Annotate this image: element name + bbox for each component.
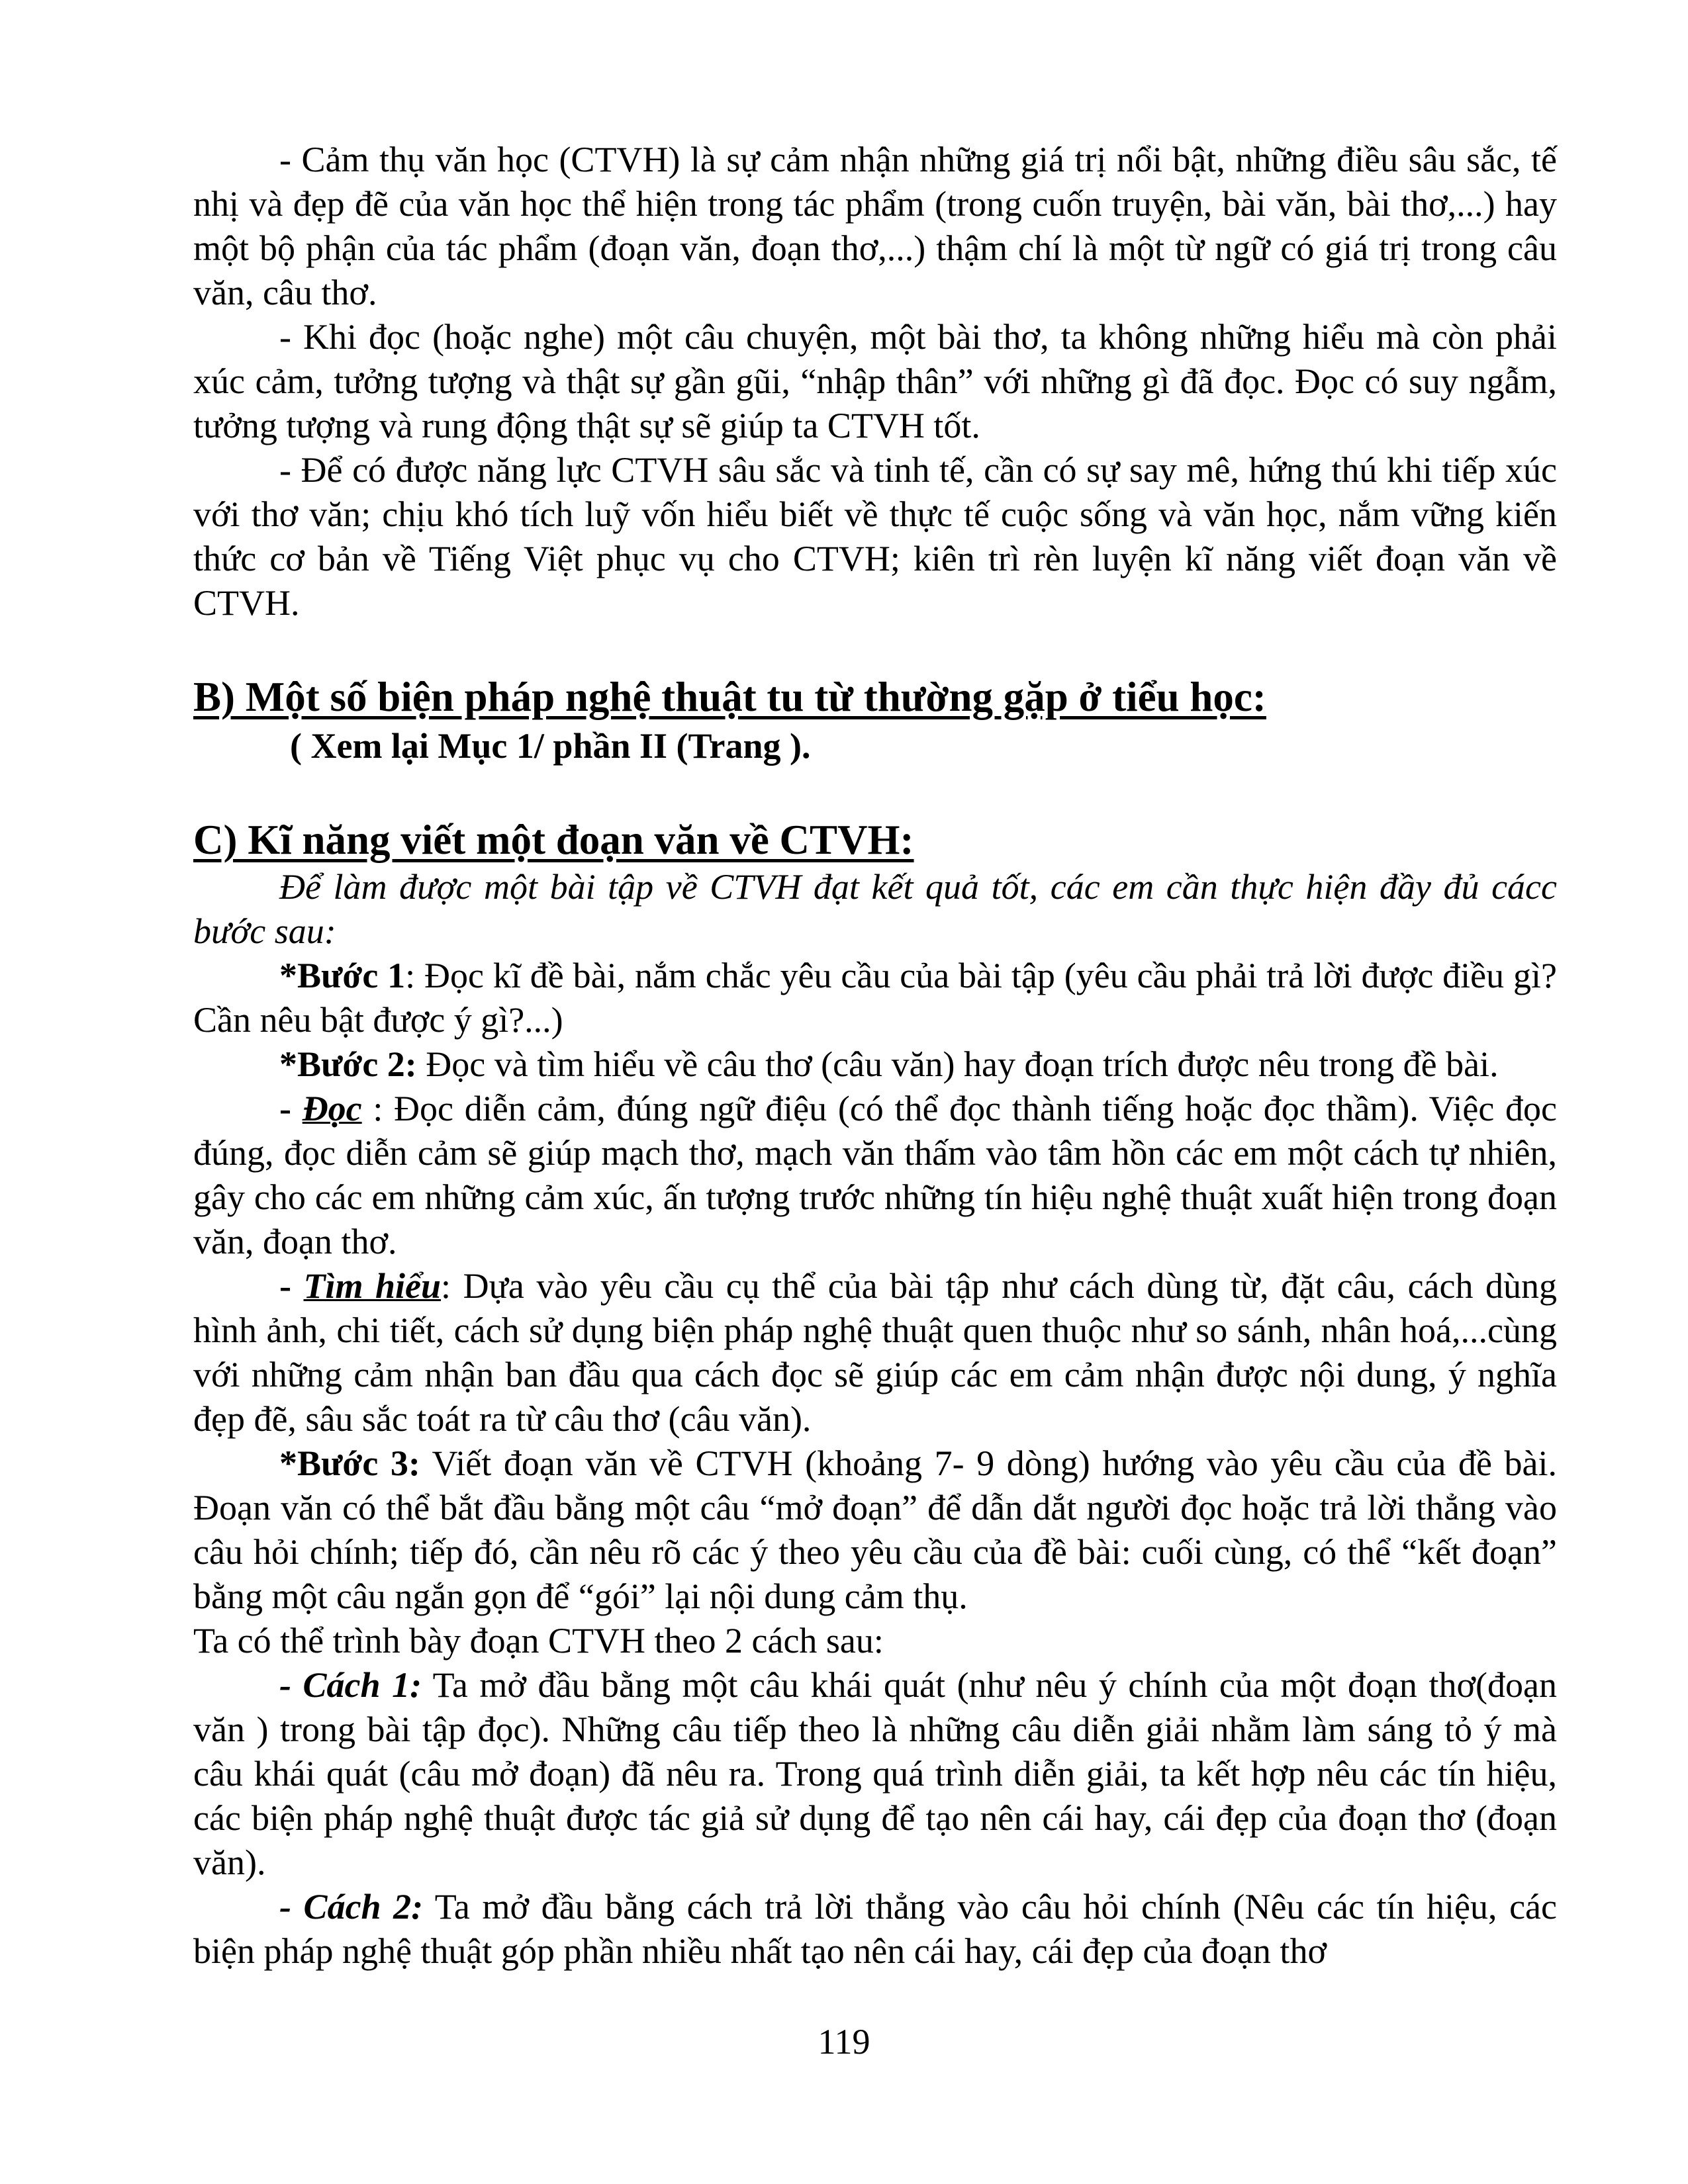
intro-paragraph-2: - Khi đọc (hoặc nghe) một câu chuyện, một bài thơ, ta không những hiểu mà còn phải xúc cảm, tưởng tượng và thật sự gần gũi, “nhập thân” với những gì đã đọc. Đọc có suy ngẫm, tưởng tượng và rung động thật sự sẽ giúp ta CTVH tốt. [193,317,1557,445]
page-body [193,138,1557,1974]
timhieu-text: : Dựa vào yêu cầu cụ thể của bài tập như cách dùng từ, đặt câu, cách dùng hình ảnh, chi tiết, cách sử dụng biện pháp nghệ thuật quen thuộc như so sánh, nhân hoá,...cùng với những cảm nhận ban đầu qua cách đọc sẽ giúp các em cảm nhận được nội dung, ý nghĩa đẹp đẽ, sâu sắc toát ra từ câu thơ (câu văn). [193,1266,1557,1439]
timhieu-prefix: - [279,1266,304,1306]
step-3-paragraph [193,1441,1557,1619]
step-1-text: : Đọc kĩ đề bài, nắm chắc yêu cầu của bài tập (yêu cầu phải trả lời được điều gì? Cần nêu bật được ý gì?...) [193,956,1557,1040]
section-b-note: ( Xem lại Mục 1/ phần II (Trang ). [290,726,811,766]
doc-text: : Đọc diễn cảm, đúng ngữ điệu (có thể đọc thành tiếng hoặc đọc thầm). Việc đọc đúng, đọc diễn cảm sẽ giúp mạch thơ, mạch văn thấm vào tâm hồn các em một cách tự nhiên, gây cho các em những cảm xúc, ấn tượng trước những tín hiệu nghệ thuật xuất hiện trong đoạn văn, đoạn thơ. [193,1089,1557,1261]
intro-paragraph-1: - Cảm thụ văn học (CTVH) là sự cảm nhận những giá trị nổi bật, những điều sâu sắc, tế nhị và đẹp đẽ của văn học thể hiện trong tác phẩm (trong cuốn truyện, bài văn, bài thơ,...) hay một bộ phận của tác phẩm (đoạn văn, đoạn thơ,...) thậm chí là một từ ngữ có giá trị trong câu văn, câu thơ. [193,140,1557,312]
intro-paragraph-3: - Để có được năng lực CTVH sâu sắc và tinh tế, cần có sự say mê, hứng thú khi tiếp xúc với thơ văn; chịu khó tích luỹ vốn hiểu biết về thực tế cuộc sống và văn học, nắm vững kiến thức cơ bản về Tiếng Việt phục vụ cho CTVH; kiên trì rèn luyện kĩ năng viết đoạn văn về CTVH. [193,450,1557,623]
step-3-label: *Bước 3: [279,1443,420,1483]
doc-prefix: - [279,1089,303,1128]
step-2-text: Đọc và tìm hiểu về câu thơ (câu văn) hay đoạn trích được nêu trong đề bài. [416,1044,1499,1084]
doc-paragraph [193,1087,1557,1264]
step-2-label: *Bước 2: [279,1044,417,1084]
section-b-heading: B) Một số biện pháp nghệ thuật tu từ thường gặp ở tiểu học: [193,674,1266,720]
page-number: 119 [818,2022,870,2062]
two-ways-line: Ta có thể trình bày đoạn CTVH theo 2 cách sau: [193,1621,884,1661]
doc-label: Đọc [302,1089,362,1128]
timhieu-label: Tìm hiểu [303,1266,442,1306]
cach-1-paragraph [193,1663,1557,1885]
cach-1-label: - Cách 1: [279,1665,422,1705]
step-1-label: *Bước 1 [279,956,406,995]
cach-1-text: Ta mở đầu bằng một câu khái quát (như nêu ý chính của một đoạn thơ(đoạn văn ) trong bài tập đọc). Những câu tiếp theo là những câu diễn giải nhằm làm sáng tỏ ý mà câu khái quát (câu mở đoạn) đã nêu ra. Trong quá trình diễn giải, ta kết hợp nêu các tín hiệu, các biện pháp nghệ thuật được tác giả sử dụng để tạo nên cái hay, cái đẹp của đoạn thơ (đoạn văn). [193,1665,1557,1882]
cach-2-paragraph [193,1885,1557,1974]
step-3-text: Viết đoạn văn về CTVH (khoảng 7- 9 dòng) hướng vào yêu cầu của đề bài. Đoạn văn có thể bắt đầu bằng một câu “mở đoạn” để dẫn dắt người đọc hoặc trả lời thẳng vào câu hỏi chính; tiếp đó, cần nêu rõ các ý theo yêu cầu của đề bài: cuối cùng, có thể “kết đoạn” bằng một câu ngắn gọn để “gói” lại nội dung cảm thụ. [193,1443,1557,1616]
timhieu-paragraph [193,1264,1557,1441]
cach-2-text: Ta mở đầu bằng cách trả lời thẳng vào câu hỏi chính (Nêu các tín hiệu, các biện pháp nghệ thuật góp phần nhiều nhất tạo nên cái hay, cái đẹp của đoạn thơ [193,1887,1557,1971]
section-c-intro: Để làm được một bài tập về CTVH đạt kết quả tốt, các em cần thực hiện đầy đủ cácc bước sau: [193,867,1557,951]
cach-2-label: - Cách 2: [279,1887,424,1927]
section-c-heading: C) Kĩ năng viết một đoạn văn về CTVH: [193,817,914,863]
step-1-paragraph [193,954,1557,1042]
step-2-paragraph [193,1042,1557,1087]
